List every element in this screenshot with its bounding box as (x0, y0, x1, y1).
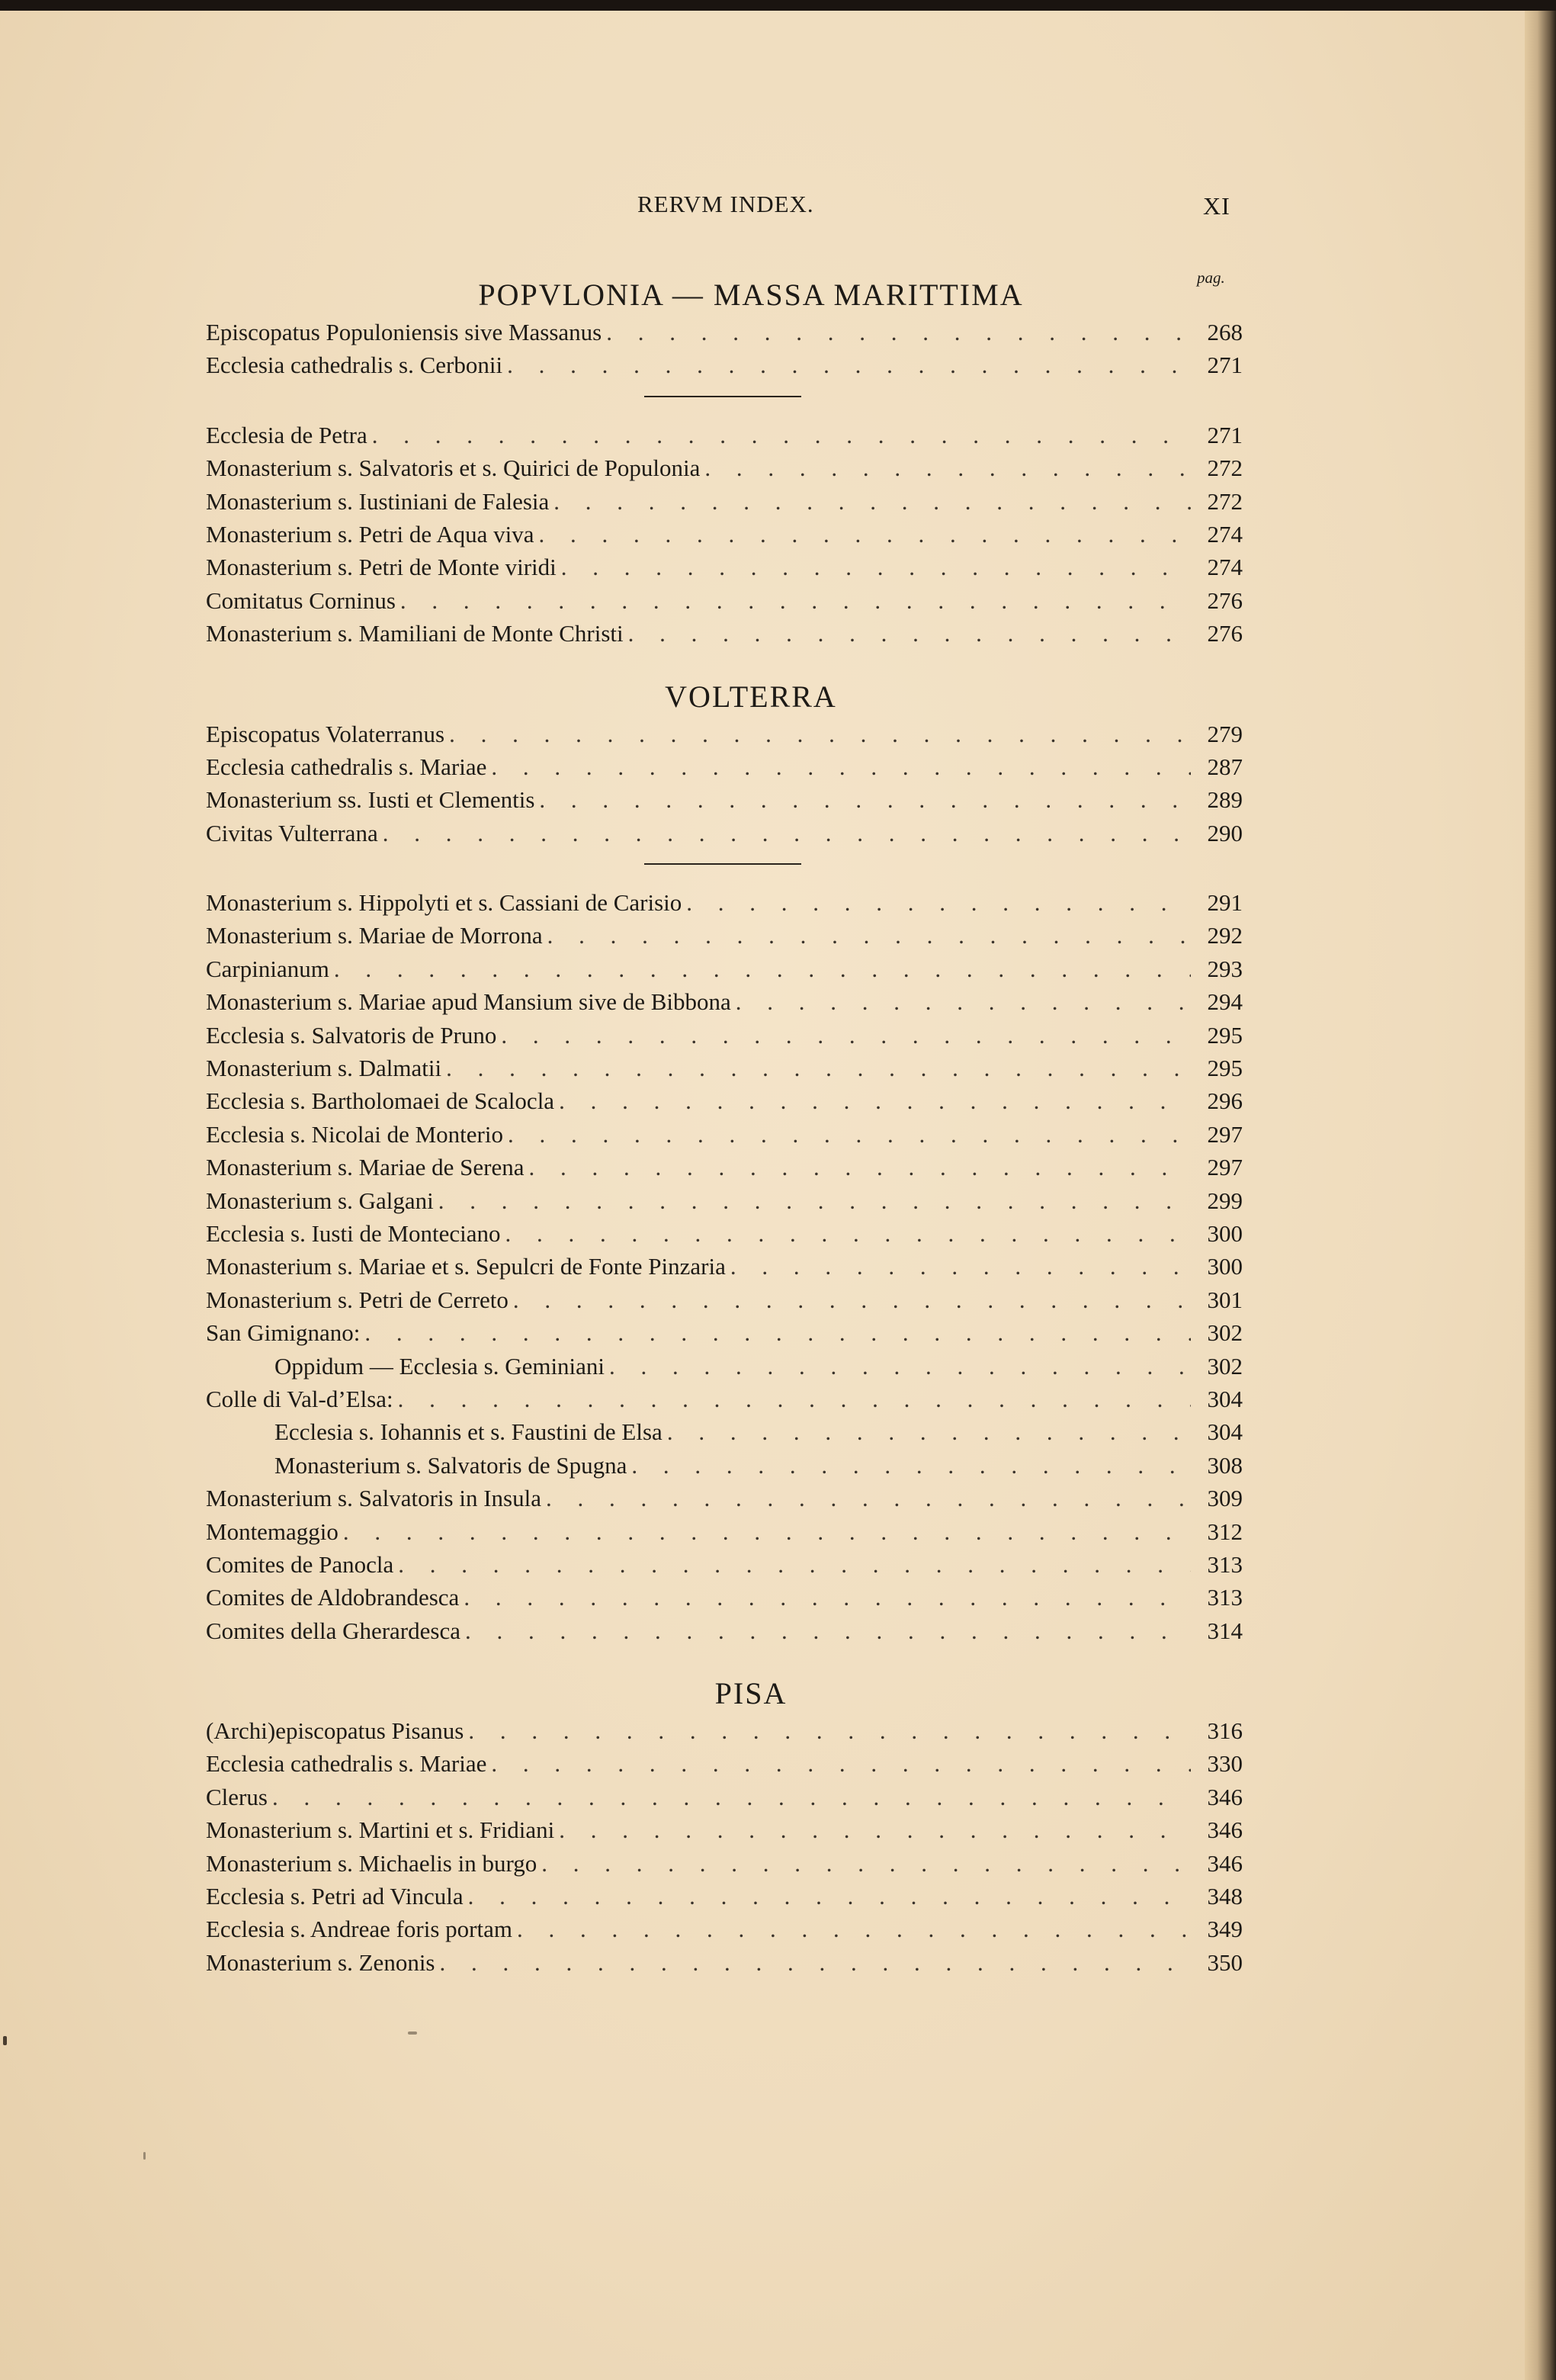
entry-title: San Gimignano: (206, 1319, 361, 1347)
entry-page: 274 (1207, 520, 1243, 548)
running-head (0, 191, 1546, 221)
entry-title: Episcopatus Populoniensis sive Massanus (206, 319, 602, 345)
entry-title: Montemaggio (206, 1518, 338, 1545)
dot-leader (561, 551, 1191, 583)
index-entry (206, 617, 1243, 650)
index-entry (206, 1052, 1243, 1084)
entry-page: 312 (1207, 1518, 1243, 1545)
entry-page: 349 (1207, 1916, 1243, 1943)
entry-page: 272 (1207, 454, 1243, 482)
index-entry (206, 1184, 1243, 1217)
index-entry (206, 518, 1243, 551)
entry-page: 297 (1207, 1154, 1243, 1181)
entry-title: Ecclesia cathedralis s. Mariae (206, 753, 487, 780)
dot-leader (539, 783, 1191, 816)
index-entry (206, 451, 1243, 484)
dot-leader (501, 1019, 1191, 1052)
dot-leader (559, 1813, 1191, 1846)
entry-page: 348 (1207, 1883, 1243, 1910)
index-entry (206, 348, 1243, 381)
dot-leader (334, 952, 1191, 985)
dot-leader (400, 584, 1191, 617)
index-entry (206, 1813, 1243, 1846)
entry-page: 301 (1207, 1286, 1243, 1313)
entry-page: 295 (1207, 1055, 1243, 1082)
dot-leader (609, 1350, 1191, 1383)
entry-title: Monasterium s. Mamiliani de Monte Christi (206, 620, 624, 647)
page-number: XI (1203, 192, 1230, 220)
index-entry (206, 783, 1243, 816)
dot-leader (553, 485, 1191, 518)
entry-title: Episcopatus Volaterranus (206, 720, 445, 747)
entry-page: 300 (1207, 1253, 1243, 1280)
dot-leader (686, 886, 1191, 919)
entry-title: Ecclesia de Petra (206, 421, 367, 448)
index-list (206, 271, 1243, 1979)
entry-title: Monasterium s. Salvatoris et s. Quirici de Populonia (206, 454, 701, 482)
entry-title: Monasterium s. Mariae de Morrona (206, 922, 543, 949)
book-page (0, 11, 1546, 2380)
index-entry (206, 1581, 1243, 1614)
dot-leader (546, 1482, 1191, 1514)
entry-title: Ecclesia cathedralis s. Cerbonii (206, 352, 503, 379)
section-divider (644, 396, 801, 397)
dot-leader (736, 985, 1191, 1018)
dot-leader (628, 617, 1191, 650)
entry-title: Monasterium s. Petri de Cerreto (206, 1286, 509, 1313)
entry-page: 297 (1207, 1120, 1243, 1148)
dot-leader (547, 919, 1191, 952)
entry-page: 350 (1207, 1948, 1243, 1976)
index-entry (206, 985, 1243, 1018)
section-title-volterra: VOLTERRA (665, 679, 837, 714)
entry-page: 289 (1207, 786, 1243, 814)
entry-page: 346 (1207, 1783, 1243, 1810)
entry-page: 300 (1207, 1219, 1243, 1247)
index-entry (206, 1383, 1243, 1415)
dot-leader (517, 1913, 1191, 1945)
entry-page: 279 (1207, 720, 1243, 747)
entry-title: Comites de Panocla (206, 1550, 394, 1578)
paper-speck (408, 2032, 417, 2035)
index-entry (206, 1747, 1243, 1780)
running-title: RERVM INDEX. (637, 191, 814, 217)
entry-page: 314 (1207, 1617, 1243, 1644)
entry-title: Monasterium s. Petri de Monte viridi (206, 554, 557, 581)
entry-title: (Archi)episcopatus Pisanus (206, 1717, 464, 1745)
dot-leader (704, 451, 1191, 484)
entry-title: Ecclesia s. Iohannis et s. Faustini de Elsa (274, 1418, 663, 1446)
entry-page: 309 (1207, 1485, 1243, 1512)
index-entry (206, 1250, 1243, 1283)
entry-page: 308 (1207, 1451, 1243, 1479)
index-entry (206, 1217, 1243, 1250)
section-title-populonia: POPVLONIA — MASSA MARITTIMA (478, 278, 1024, 312)
dot-leader (541, 1847, 1191, 1880)
dot-leader (465, 1614, 1191, 1647)
index-entry (206, 316, 1243, 348)
index-entry (206, 1283, 1243, 1316)
entry-title: Monasterium s. Martini et s. Fridiani (206, 1816, 555, 1844)
index-entry (206, 1151, 1243, 1184)
entry-title: Clerus (206, 1783, 268, 1810)
entry-page: 346 (1207, 1849, 1243, 1877)
entry-title: Monasterium s. Dalmatii (206, 1055, 442, 1082)
dot-leader (383, 817, 1191, 850)
dot-leader (606, 316, 1191, 348)
entry-page: 299 (1207, 1187, 1243, 1214)
index-entry (206, 919, 1243, 952)
index-entry (206, 584, 1243, 617)
dot-leader (508, 1118, 1191, 1151)
entry-title: Monasterium s. Petri de Aqua viva (206, 520, 534, 548)
pag-label: pag. (1197, 268, 1225, 287)
entry-title: Comites della Gherardesca (206, 1617, 460, 1644)
entry-page: 276 (1207, 620, 1243, 647)
entry-page: 287 (1207, 753, 1243, 780)
entry-title: Civitas Vulterrana (206, 819, 378, 846)
entry-title: Monasterium s. Salvatoris de Spugna (274, 1451, 627, 1479)
entry-title: Ecclesia s. Iusti de Monteciano (206, 1219, 501, 1247)
index-entry (206, 750, 1243, 783)
index-entry (206, 1714, 1243, 1747)
index-entry (206, 485, 1243, 518)
entry-page: 302 (1207, 1352, 1243, 1380)
index-subentry (206, 1350, 1243, 1383)
paper-speck (3, 2036, 7, 2045)
entry-page: 316 (1207, 1717, 1243, 1745)
paper-speck (143, 2152, 146, 2160)
dot-leader (343, 1515, 1191, 1548)
index-entry (206, 1084, 1243, 1117)
index-entry (206, 1614, 1243, 1647)
dot-leader (559, 1084, 1191, 1117)
dot-leader (491, 750, 1191, 783)
dot-leader (667, 1415, 1191, 1448)
entry-title: Monasterium s. Galgani (206, 1187, 434, 1214)
entry-page: 272 (1207, 487, 1243, 515)
index-entry (206, 1118, 1243, 1151)
index-entry (206, 1946, 1243, 1979)
index-entry (206, 1482, 1243, 1514)
index-entry (206, 1019, 1243, 1052)
index-entry (206, 1316, 1243, 1349)
dot-leader (529, 1151, 1191, 1184)
entry-page: 290 (1207, 819, 1243, 846)
dot-leader (468, 1714, 1191, 1747)
entry-title: Oppidum — Ecclesia s. Geminiani (274, 1352, 605, 1380)
entry-page: 296 (1207, 1087, 1243, 1115)
index-entry (206, 718, 1243, 750)
entry-title: Ecclesia s. Nicolai de Monterio (206, 1120, 503, 1148)
entry-page: 292 (1207, 922, 1243, 949)
index-entry (206, 1847, 1243, 1880)
entry-page: 313 (1207, 1584, 1243, 1611)
entry-title: Monasterium s. Mariae apud Mansium sive de Bibbona (206, 988, 731, 1016)
index-entry (206, 817, 1243, 850)
dot-leader (464, 1581, 1191, 1614)
entry-page: 293 (1207, 955, 1243, 982)
entry-title: Comitatus Corninus (206, 586, 396, 614)
dot-leader (631, 1449, 1191, 1482)
index-subentry (206, 1449, 1243, 1482)
entry-title: Ecclesia s. Bartholomaei de Scalocla (206, 1087, 555, 1115)
entry-title: Monasterium ss. Iusti et Clementis (206, 786, 535, 814)
entry-title: Monasterium s. Zenonis (206, 1948, 435, 1976)
dot-leader (446, 1052, 1191, 1084)
entry-page: 271 (1207, 421, 1243, 448)
entry-title: Monasterium s. Iustiniani de Falesia (206, 487, 550, 515)
index-entry (206, 1781, 1243, 1813)
dot-leader (491, 1747, 1191, 1780)
entry-page: 302 (1207, 1319, 1243, 1347)
dot-leader (468, 1880, 1191, 1913)
entry-title: Colle di Val-d’Elsa: (206, 1385, 393, 1412)
index-entry (206, 551, 1243, 583)
dot-leader (513, 1283, 1191, 1316)
dot-leader (438, 1184, 1191, 1217)
index-entry (206, 1515, 1243, 1548)
section-divider (644, 863, 801, 865)
index-subentry (206, 1415, 1243, 1448)
dot-leader (272, 1781, 1191, 1813)
entry-page: 304 (1207, 1385, 1243, 1412)
entry-page: 271 (1207, 352, 1243, 379)
entry-page: 276 (1207, 586, 1243, 614)
entry-page: 268 (1207, 319, 1243, 345)
dot-leader (364, 1316, 1191, 1349)
dot-leader (507, 348, 1191, 381)
section-title-pisa: PISA (714, 1676, 788, 1711)
entry-title: Monasterium s. Mariae de Serena (206, 1154, 525, 1181)
dot-leader (398, 1548, 1191, 1581)
entry-page: 294 (1207, 988, 1243, 1016)
dot-leader (372, 419, 1191, 451)
entry-title: Ecclesia s. Andreae foris portam (206, 1916, 512, 1943)
entry-page: 346 (1207, 1816, 1243, 1844)
entry-page: 330 (1207, 1750, 1243, 1778)
entry-title: Ecclesia cathedralis s. Mariae (206, 1750, 487, 1778)
dot-leader (539, 518, 1192, 551)
dot-leader (440, 1946, 1192, 1979)
entry-title: Ecclesia s. Salvatoris de Pruno (206, 1021, 497, 1049)
entry-title: Monasterium s. Mariae et s. Sepulcri de Fonte Pinzaria (206, 1253, 726, 1280)
index-entry (206, 419, 1243, 451)
index-entry (206, 886, 1243, 919)
index-entry (206, 1880, 1243, 1913)
entry-title: Monasterium s. Hippolyti et s. Cassiani de Carisio (206, 889, 682, 917)
dot-leader (505, 1217, 1191, 1250)
dot-leader (449, 718, 1191, 750)
entry-page: 295 (1207, 1021, 1243, 1049)
entry-page: 304 (1207, 1418, 1243, 1446)
entry-title: Ecclesia s. Petri ad Vincula (206, 1883, 464, 1910)
entry-title: Monasterium s. Michaelis in burgo (206, 1849, 537, 1877)
entry-page: 291 (1207, 889, 1243, 917)
dot-leader (730, 1250, 1191, 1283)
entry-page: 274 (1207, 554, 1243, 581)
entry-page: 313 (1207, 1550, 1243, 1578)
entry-title: Carpinianum (206, 955, 329, 982)
index-entry (206, 952, 1243, 985)
page-edge (1525, 11, 1556, 2380)
dot-leader (398, 1383, 1191, 1415)
entry-title: Monasterium s. Salvatoris in Insula (206, 1485, 541, 1512)
index-entry (206, 1913, 1243, 1945)
entry-title: Comites de Aldobrandesca (206, 1584, 460, 1611)
index-entry (206, 1548, 1243, 1581)
